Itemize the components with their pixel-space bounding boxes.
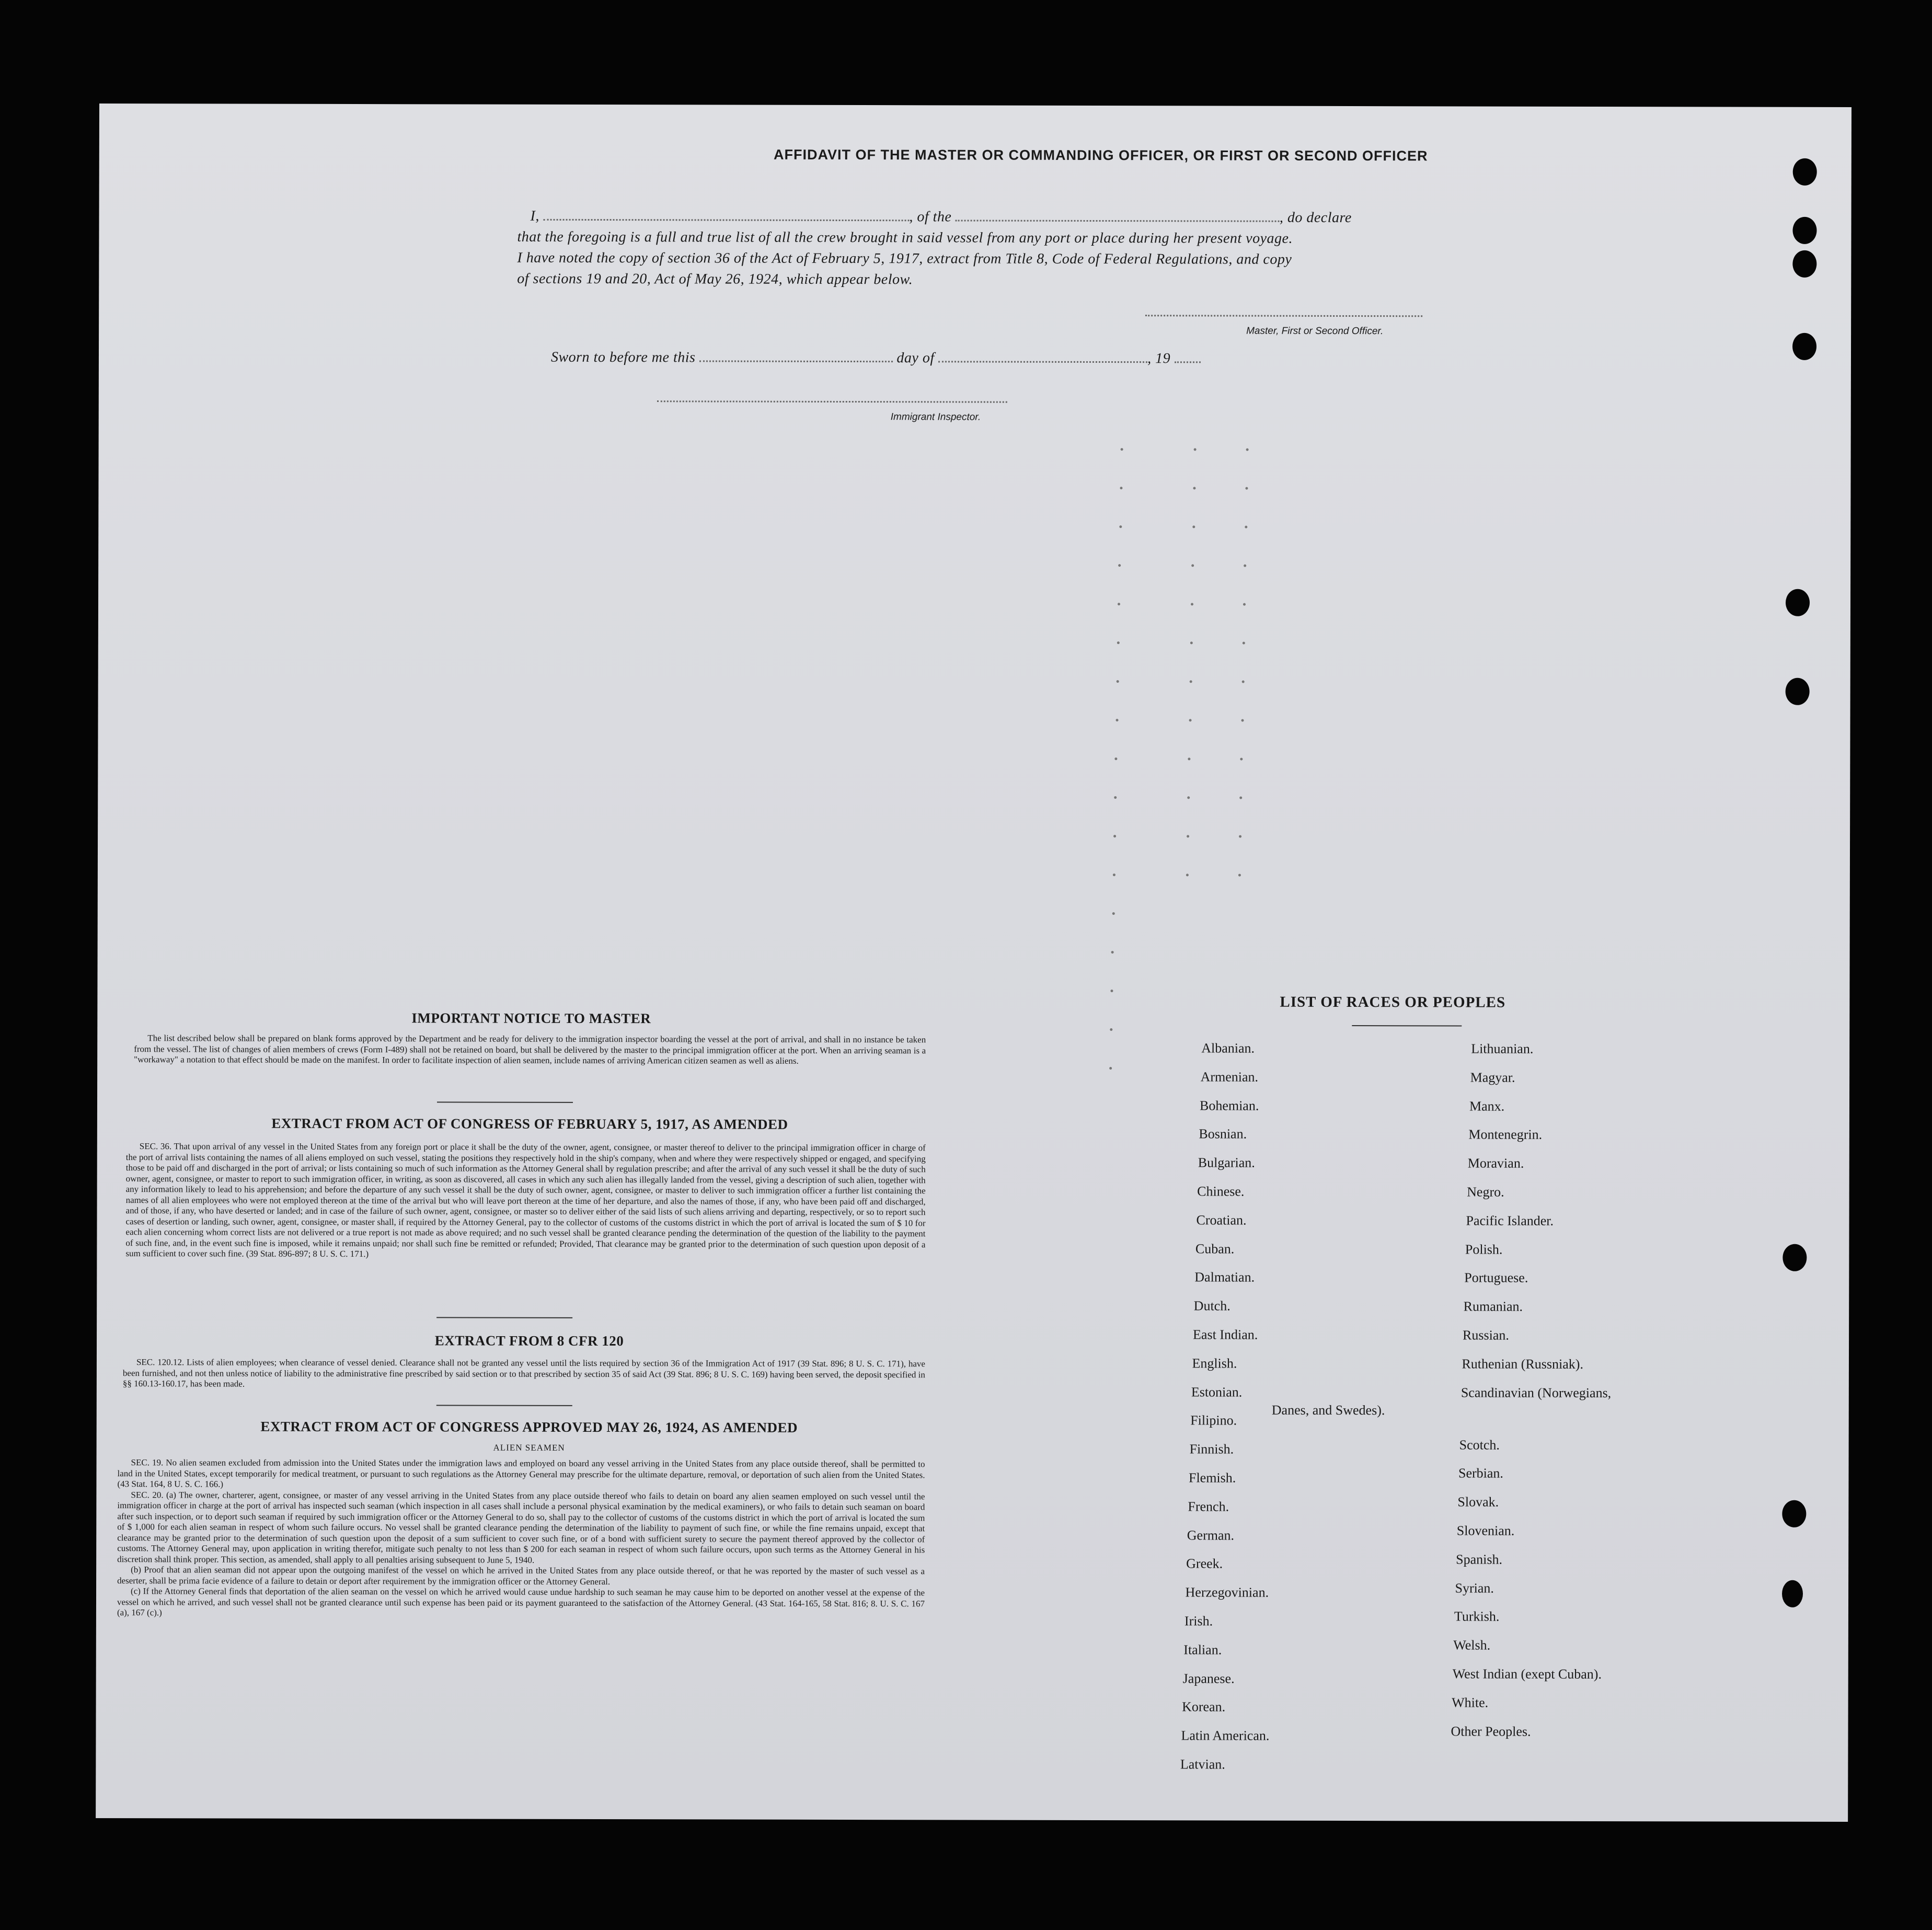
faint-dot bbox=[1190, 641, 1193, 644]
faint-dot bbox=[1115, 757, 1118, 760]
affidavit-line-2: that the foregoing is a full and true list of all the crew brought in said vessel from any port or place during her present voyage. bbox=[517, 228, 1293, 247]
race-item: Chinese. bbox=[1197, 1184, 1245, 1199]
race-item: Serbian. bbox=[1458, 1465, 1503, 1481]
faint-dot bbox=[1187, 796, 1190, 799]
sec-19-text: SEC. 19. No alien seamen excluded from admission into the United States under the immigration laws and employed on board any vessel arriving in the United States from any place outside thereof, shall be permitted to land in the United States, except temporarily for medical treatment, or pursuant to such regulations as the Attorney General may prescribe for the ultimate departure, removal, or deportation of such alien from the United States. (43 Stat. 164, 8 U. S. C. 166.) bbox=[117, 1457, 925, 1489]
master-signature-line[interactable] bbox=[1145, 315, 1422, 317]
extract-1924-subtitle: ALIEN SEAMEN bbox=[493, 1442, 565, 1453]
faint-dot bbox=[1121, 448, 1123, 451]
notice-title: IMPORTANT NOTICE TO MASTER bbox=[411, 1010, 651, 1027]
faint-dot bbox=[1243, 603, 1246, 606]
race-item: Portuguese. bbox=[1464, 1270, 1528, 1286]
faint-dot bbox=[1238, 874, 1241, 877]
race-item: German. bbox=[1187, 1527, 1235, 1543]
race-item: Finnish. bbox=[1189, 1441, 1234, 1457]
race-item: Latin American. bbox=[1181, 1728, 1270, 1743]
race-item: Bohemian. bbox=[1199, 1098, 1259, 1113]
race-item: Rumanian. bbox=[1463, 1299, 1523, 1314]
race-item: Other Peoples. bbox=[1451, 1724, 1531, 1739]
vessel-blank[interactable] bbox=[956, 209, 1280, 222]
sec-20c-text: (c) If the Attorney General finds that deportation of the alien seaman on the vessel on which he arrived would cause undue hardship to such seaman he may cause him to be deported on another vessel at the expense of the vessel on which he arrived, and such vessel shall not be granted clearance until such expense has been paid or its payment guaranteed to the satisfaction of the Attorney General. (43 Stat. 164-165, 58 Stat. 816; 8. U. S. C. 167 (a), 167 (c).) bbox=[117, 1586, 925, 1618]
punch-hole bbox=[1786, 589, 1810, 616]
punch-hole bbox=[1782, 1500, 1806, 1527]
year-prefix: , 19 bbox=[1147, 350, 1171, 367]
faint-dot bbox=[1186, 874, 1189, 876]
affidavit-i: I, bbox=[530, 208, 539, 224]
race-item: Turkish. bbox=[1454, 1609, 1500, 1625]
race-item: Bosnian. bbox=[1199, 1126, 1247, 1142]
sec-20b-text: (b) Proof that an alien seaman did not appear upon the outgoing manifest of the vessel on which he arrived in the United States from any place outside thereof, or that he was reported by the master of such vessel as a deserter, shall be prima facie evidence of a failure to detain or deport after requirement by the immigration officer or the Attorney General. bbox=[117, 1565, 925, 1587]
affidavit-declare: , do declare bbox=[1279, 209, 1352, 226]
race-item: Korean. bbox=[1182, 1699, 1226, 1715]
extract-1917-title: EXTRACT FROM ACT OF CONGRESS OF FEBRUARY 5, 1917, AS AMENDED bbox=[271, 1115, 788, 1132]
race-item: Lithuanian. bbox=[1471, 1041, 1534, 1056]
race-item: Bulgarian. bbox=[1198, 1155, 1255, 1170]
faint-dot bbox=[1240, 758, 1243, 761]
race-item: Slovak. bbox=[1457, 1494, 1499, 1510]
faint-dot bbox=[1116, 719, 1118, 721]
race-item: West Indian (exept Cuban). bbox=[1452, 1666, 1602, 1682]
faint-dot bbox=[1187, 835, 1189, 837]
race-item: Japanese. bbox=[1182, 1670, 1235, 1686]
faint-dot bbox=[1113, 835, 1116, 837]
day-of-text: day of bbox=[896, 350, 935, 366]
faint-dot bbox=[1192, 525, 1195, 528]
divider bbox=[436, 1317, 572, 1318]
faint-dot bbox=[1244, 565, 1247, 567]
faint-dot bbox=[1116, 680, 1119, 683]
sworn-day-blank[interactable] bbox=[699, 350, 893, 362]
manifest-page bbox=[96, 104, 1852, 1822]
faint-dot bbox=[1117, 641, 1120, 644]
race-item: Magyar. bbox=[1470, 1070, 1515, 1085]
extract-cfr-text: SEC. 120.12. Lists of alien employees; when clearance of vessel denied. Clearance shall not be granted any vessel until the lists required by section 36 of the Immigration Act of 1917 (39 Stat. 896; 8 U. S. C. 171), have been furnished, and not then unless notice of liability to the administrative fine prescribed by said section or to that prescribed by section 35 of said Act (39 Stat. 896; 8 U. S. C. 169) having been served, the deposit specified in §§ 160.13-160.17, has been made. bbox=[122, 1357, 925, 1389]
race-item: Herzegovinian. bbox=[1185, 1584, 1269, 1600]
faint-dot bbox=[1110, 1028, 1112, 1031]
race-item: Scandinavian (Norwegians, bbox=[1460, 1385, 1612, 1400]
race-item: Latvian. bbox=[1180, 1756, 1225, 1772]
race-item: Irish. bbox=[1184, 1613, 1213, 1629]
punch-hole bbox=[1782, 1580, 1803, 1607]
name-blank[interactable] bbox=[543, 209, 909, 221]
master-label: Master, First or Second Officer. bbox=[1246, 325, 1384, 337]
faint-dot bbox=[1109, 1067, 1112, 1070]
race-item: Spanish. bbox=[1456, 1552, 1503, 1567]
race-item: Dalmatian. bbox=[1194, 1269, 1255, 1285]
faint-dot bbox=[1111, 990, 1113, 992]
punch-hole bbox=[1786, 678, 1810, 705]
faint-dot bbox=[1239, 835, 1241, 838]
faint-dot bbox=[1194, 448, 1197, 451]
sworn-line bbox=[551, 349, 1387, 367]
race-item: Syrian. bbox=[1455, 1580, 1494, 1596]
punch-hole bbox=[1792, 333, 1816, 360]
race-item: Ruthenian (Russniak). bbox=[1462, 1356, 1584, 1372]
race-item: Albanian. bbox=[1201, 1040, 1255, 1056]
extract-cfr-title: EXTRACT FROM 8 CFR 120 bbox=[434, 1332, 624, 1349]
faint-dot bbox=[1246, 449, 1249, 451]
affidavit-line-4: of sections 19 and 20, Act of May 26, 1924, which appear below. bbox=[517, 270, 913, 288]
affidavit-of-the: , of the bbox=[909, 209, 952, 225]
race-item: Flemish. bbox=[1188, 1470, 1236, 1486]
faint-dot bbox=[1239, 797, 1242, 799]
race-item: Filipino. bbox=[1190, 1412, 1237, 1428]
punch-hole bbox=[1782, 1244, 1807, 1271]
inspector-signature-line[interactable] bbox=[657, 400, 1007, 403]
faint-dot bbox=[1112, 912, 1114, 915]
divider bbox=[1352, 1025, 1462, 1026]
faint-dot bbox=[1188, 757, 1191, 760]
faint-dot bbox=[1119, 525, 1122, 528]
races-right-column bbox=[99, 104, 1852, 107]
race-item: Pacific Islander. bbox=[1466, 1213, 1554, 1228]
punch-hole bbox=[1792, 250, 1816, 278]
faint-dot bbox=[1192, 564, 1194, 567]
race-item: Russian. bbox=[1463, 1327, 1509, 1343]
inspector-label: Immigrant Inspector. bbox=[890, 411, 981, 423]
faint-dot bbox=[1118, 603, 1120, 605]
affidavit-line-3: I have noted the copy of section 36 of the Act of February 5, 1917, extract from Title 8, Code of Federal Regulations, and copy bbox=[517, 249, 1292, 268]
race-item: East Indian. bbox=[1193, 1327, 1258, 1342]
extract-1924-title: EXTRACT FROM ACT OF CONGRESS APPROVED MAY 26, 1924, AS AMENDED bbox=[260, 1418, 798, 1435]
race-item: Scotch. bbox=[1459, 1437, 1500, 1453]
faint-dot bbox=[1193, 487, 1195, 489]
extract-1924-body bbox=[117, 1457, 925, 1620]
sworn-text: Sworn to before me this bbox=[550, 349, 696, 366]
sworn-year-blank[interactable] bbox=[1175, 351, 1201, 363]
affidavit-title: AFFIDAVIT OF THE MASTER OR COMMANDING OFFICER, OR FIRST OR SECOND OFFICER bbox=[774, 146, 1428, 164]
race-item: Croatian. bbox=[1196, 1212, 1247, 1228]
race-item: Manx. bbox=[1469, 1098, 1505, 1114]
race-item: Slovenian. bbox=[1456, 1523, 1515, 1538]
race-item: Danes, and Swedes). bbox=[1271, 1402, 1385, 1418]
faint-dot bbox=[1111, 951, 1114, 953]
extract-1917-text: SEC. 36. That upon arrival of any vessel in the United States from any foreign port or place it shall be the duty of the owner, agent, consignee, or master thereof to deliver to the principal immigration officer in charge of the port of arrival lists containing the names of all aliens employed on such vessel, stating the positions they respectively hold in the ship's company, when and where they were respectively shipped or engaged, and specifying those to be paid off and discharged in the port of arrival; or lists containing so much of such information as the Attorney General shall by regulation prescribe; and after the arrival of any such vessel it shall be the duty of such owner, agent, consignee, or master to report to such immigration officer, in writing, as soon as discovered, all cases in which any such alien has illegally landed from the vessel, giving a description of such alien, together with any information likely to lead to his apprehension; and before the departure of any such vessel it shall be the duty of such owner, agent, consignee, or master to deliver to such immigration officer a further list containing the names of all alien employees who were not employed thereon at the time of the arrival but who will leave port thereon at the time of her departure, and also the names of those, if any, who have been paid off and discharged, and of those, if any, who have deserted or landed; and in case of the failure of such owner, agent, consignee, or master so to deliver either of the said lists of such aliens arriving and departing, respectively, or so to report such cases of desertion or landing, such owner, agent, consignee, or master shall, if required by the Attorney General, pay to the collector of customs of the customs district in which the port of arrival is located the sum of $ 10 for each alien concerning whom correct lists are not delivered or a true report is not made as above required; and no such vessel shall be granted clearance pending the determination of the question of the liability to the payment of such fine, and, in the event such fine is imposed, while it remains unpaid; nor shall such fine be remitted or refunded; Provided, That clearance may be granted prior to the determination of such question upon deposit of a sum sufficient to cover such fine. (39 Stat. 896-897; 8 U. S. C. 171.) bbox=[125, 1141, 926, 1259]
faint-dot bbox=[1191, 603, 1193, 605]
race-item: Estonian. bbox=[1191, 1384, 1243, 1400]
race-item: Negro. bbox=[1467, 1184, 1504, 1200]
race-item: Dutch. bbox=[1193, 1298, 1230, 1314]
race-item: English. bbox=[1192, 1355, 1237, 1371]
faint-dot bbox=[1119, 564, 1121, 567]
faint-dot bbox=[1245, 487, 1248, 490]
race-item: Greek. bbox=[1186, 1556, 1223, 1571]
sworn-month-blank[interactable] bbox=[938, 350, 1147, 363]
faint-dot bbox=[1245, 526, 1247, 529]
race-item: Montenegrin. bbox=[1468, 1127, 1543, 1143]
race-item: Welsh. bbox=[1453, 1637, 1491, 1653]
affidavit-line-1 bbox=[531, 208, 1524, 227]
race-item: Cuban. bbox=[1195, 1240, 1235, 1257]
faint-dot bbox=[1189, 719, 1191, 721]
punch-hole bbox=[1792, 217, 1816, 244]
race-item: White. bbox=[1452, 1695, 1489, 1710]
race-item: Moravian. bbox=[1467, 1155, 1524, 1171]
race-item: Italian. bbox=[1183, 1642, 1222, 1658]
divider bbox=[437, 1101, 573, 1103]
race-item: Armenian. bbox=[1200, 1069, 1259, 1085]
faint-dot bbox=[1114, 796, 1117, 799]
faint-dot bbox=[1189, 680, 1192, 683]
faint-dot bbox=[1243, 642, 1245, 645]
sec-20a-text: SEC. 20. (a) The owner, charterer, agent, consignee, or master of any vessel arriving in the United States from any place outside thereof who fails to detain on board any alien seamen employed on such vessel until the immigration officer in charge at the port of arrival has inspected such seaman (which inspection in all cases shall include a personal physical examination by the medical examiners), or who fails to detain such seaman on board after such inspection, or to deport such seaman if required by such immigration officer or the Attorney General to do so, shall pay to the collector of customs of the customs district in which the port of arrival is located the sum of $ 1,000 for each alien seaman in respect of whom such failure occurs. No vessel shall be granted clearance pending the determination of the liability to payment of such fine, or while the fine remains unpaid, except that clearance may be granted prior to the determination of such question upon the deposit of a sum sufficient to cover such fine, or of a bond with sufficient surety to secure the payment thereof approved by the collector of customs. The Attorney General may, upon application in writing therefor, mitigate such penalty to not less than $ 200 for each seaman in respect of whom such failure occurs, upon such terms as the Attorney General in his discretion shall think proper. This section, as amended, shall apply to all penalties arising subsequent to June 5, 1940. bbox=[117, 1489, 925, 1565]
faint-dot bbox=[1241, 681, 1244, 683]
divider bbox=[436, 1405, 572, 1406]
races-title: LIST OF RACES OR PEOPLES bbox=[1280, 993, 1506, 1011]
races-left-column bbox=[99, 104, 1852, 107]
race-item: French. bbox=[1188, 1499, 1229, 1514]
faint-dot bbox=[1241, 719, 1244, 722]
faint-dot bbox=[1120, 487, 1122, 489]
notice-text: The list described below shall be prepared on blank forms approved by the Department and be ready for delivery to the immigration inspector boarding the vessel at the port of arrival, and shall in no instance be taken from the vessel. The list of changes of alien members of crews (Form I-489) shall not be retained on board, but shall be delivered by the master to the principal immigration officer at the port. When an arriving seaman is a "workaway" a notation to that effect should be made on the manifest. In order to facilitate inspection of alien seamen, include names of arriving American citizen seamen as well as aliens. bbox=[134, 1033, 926, 1066]
faint-dot bbox=[1113, 874, 1116, 876]
faint-table-dots bbox=[99, 104, 1852, 107]
race-item: Polish. bbox=[1465, 1242, 1503, 1257]
punch-hole bbox=[1793, 158, 1817, 186]
